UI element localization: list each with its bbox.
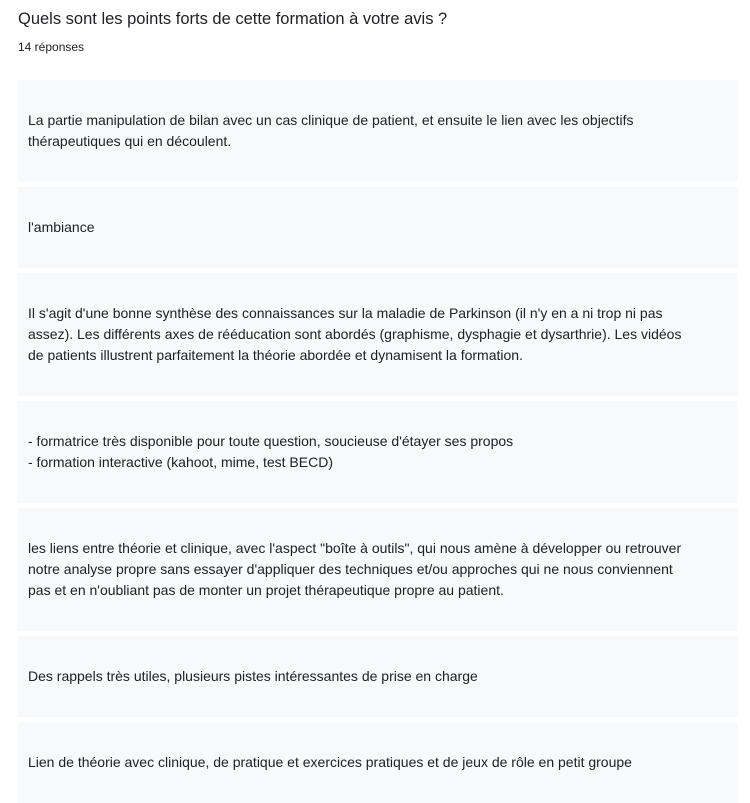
response-text: - formatrice très disponible pour toute question, soucieuse d'étayer ses propos - formation interactive (kahoot, mime, test BECD) <box>28 433 514 470</box>
response-text: La partie manipulation de bilan avec un cas clinique de patient, et ensuite le lien avec les objectifs thérapeutiques qui en découlent. <box>28 112 634 149</box>
response-item <box>18 80 738 182</box>
response-item <box>18 636 738 717</box>
response-item <box>18 187 738 268</box>
response-item <box>18 722 738 803</box>
response-item <box>18 508 738 631</box>
response-text: Lien de théorie avec clinique, de pratique et exercices pratiques et de jeux de rôle en petit groupe <box>28 754 632 770</box>
response-text: l'ambiance <box>28 219 95 235</box>
response-text: Il s'agit d'une bonne synthèse des connaissances sur la maladie de Parkinson (il n'y en a ni trop ni pas assez). Les différents axes de rééducation sont abordés (graphisme, dysphagie et dysarthrie). Les vidéos de patients illustrent parfaitement la théorie abordée et dynamisent la formation. <box>28 305 682 363</box>
response-item <box>18 401 738 503</box>
response-list[interactable] <box>18 80 738 770</box>
question-title: Quels sont les points forts de cette formation à votre avis ? <box>18 10 448 28</box>
response-count: 14 réponses <box>18 40 85 54</box>
response-text: les liens entre théorie et clinique, avec l'aspect "boîte à outils", qui nous amène à développer ou retrouver notre analyse propre sans essayer d'appliquer des techniques et/ou approches qui ne nous conviennent pas et en n'oubliant pas de monter un projet thérapeutique propre au patient. <box>28 540 682 598</box>
response-item <box>18 273 738 396</box>
response-text: Des rappels très utiles, plusieurs pistes intéressantes de prise en charge <box>28 668 478 684</box>
